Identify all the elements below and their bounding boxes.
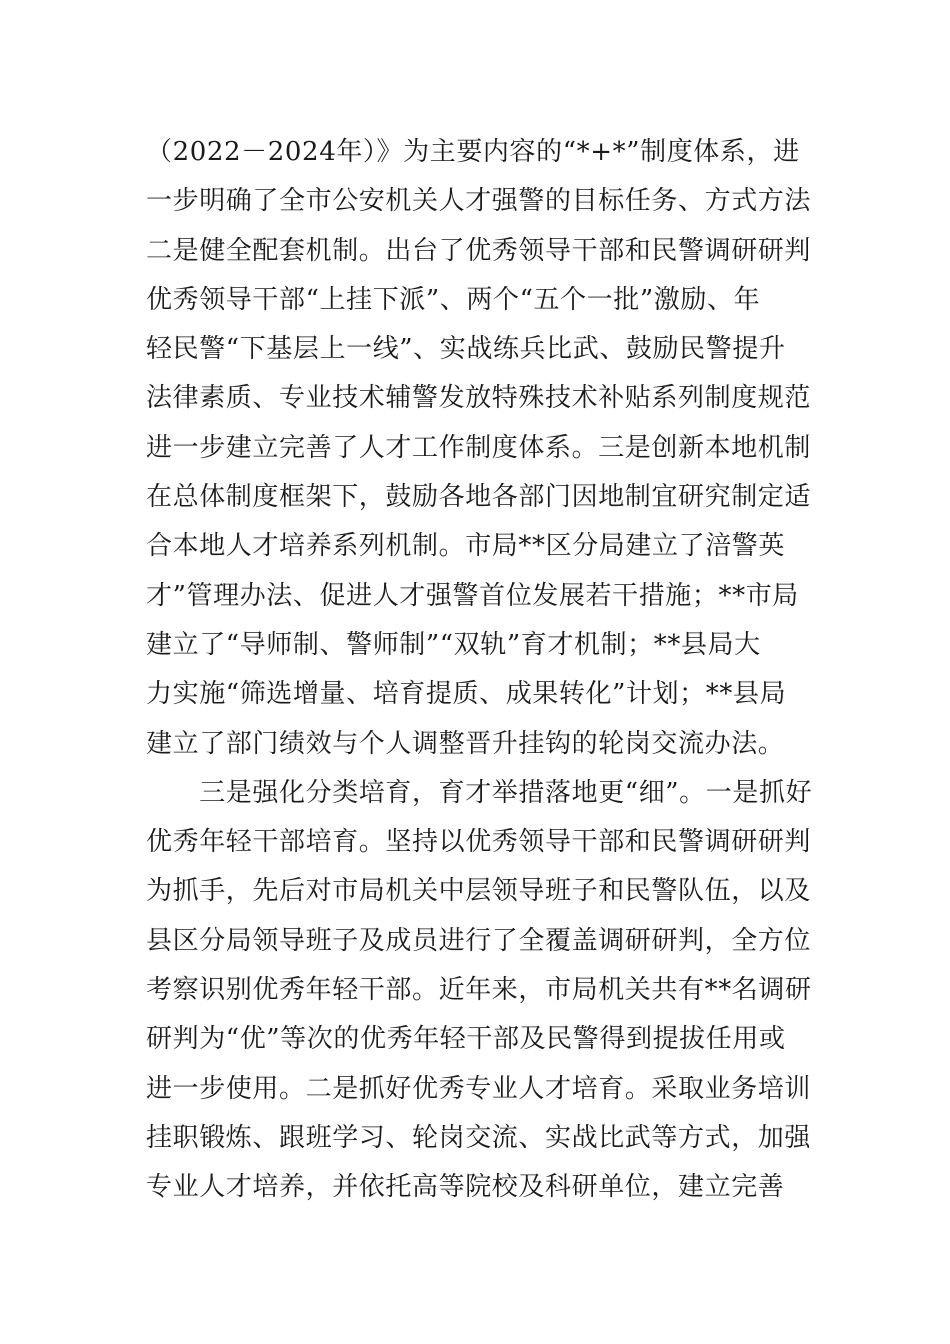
text-line-3: 二是健全配套机制。出台了优秀领导干部和民警调研研判 xyxy=(146,235,812,266)
text-line-15: 优秀年轻干部培育。坚持以优秀领导干部和民警调研研判 xyxy=(146,827,812,858)
text-line-10: 才”管理办法、促进人才强警首位发展若干措施；**市局 xyxy=(146,580,799,611)
text-line-17: 县区分局领导班子及成员进行了全覆盖调研研判，全方位 xyxy=(146,925,812,956)
text-line-2: 一步明确了全市公安机关人才强警的目标任务、方式方法 xyxy=(146,186,812,217)
text-line-19: 研判为“优”等次的优秀年轻干部及民警得到提拔任用或 xyxy=(146,1024,786,1055)
text-line-6: 法律素质、专业技术辅警发放特殊技术补贴系列制度规范 xyxy=(146,383,812,414)
text-line-22: 专业人才培养，并依托高等院校及科研单位，建立完善 xyxy=(146,1172,785,1203)
text-line-4: 优秀领导干部“上挂下派”、两个“五个一批”激励、年 xyxy=(146,284,761,315)
text-line-5: 轻民警“下基层上一线”、实战练兵比武、鼓励民警提升 xyxy=(146,334,786,365)
text-line-13: 建立了部门绩效与个人调整晋升挂钩的轮岗交流办法。 xyxy=(146,728,785,759)
body-text xyxy=(146,128,816,1213)
text-line-12: 力实施“筛选增量、培育提质、成果转化”计划；**县局 xyxy=(146,679,787,710)
text-line-14: 三是强化分类培育，育才举措落地更“细”。一是抓好 xyxy=(146,777,813,808)
text-line-9: 合本地人才培养系列机制。市局**区分局建立了涪警英 xyxy=(146,531,786,562)
text-line-18: 考察识别优秀年轻干部。近年来，市局机关共有**名调研 xyxy=(146,975,812,1006)
text-line-1: （2022－2024年）》为主要内容的“*+*”制度体系，进 xyxy=(146,137,800,167)
text-line-7: 进一步建立完善了人才工作制度体系。三是创新本地机制 xyxy=(146,432,812,463)
text-line-11: 建立了“导师制、警师制”“双轨”育才机制；**县局大 xyxy=(146,629,761,660)
text-line-21: 挂职锻炼、跟班学习、轮岗交流、实战比武等方式，加强 xyxy=(146,1122,812,1153)
text-line-16: 为抓手，先后对市局机关中层领导班子和民警队伍，以及 xyxy=(146,876,812,907)
text-line-8: 在总体制度框架下，鼓励各地各部门因地制宜研究制定适 xyxy=(146,482,812,513)
text-line-20: 进一步使用。二是抓好优秀专业人才培育。采取业务培训 xyxy=(146,1073,812,1104)
